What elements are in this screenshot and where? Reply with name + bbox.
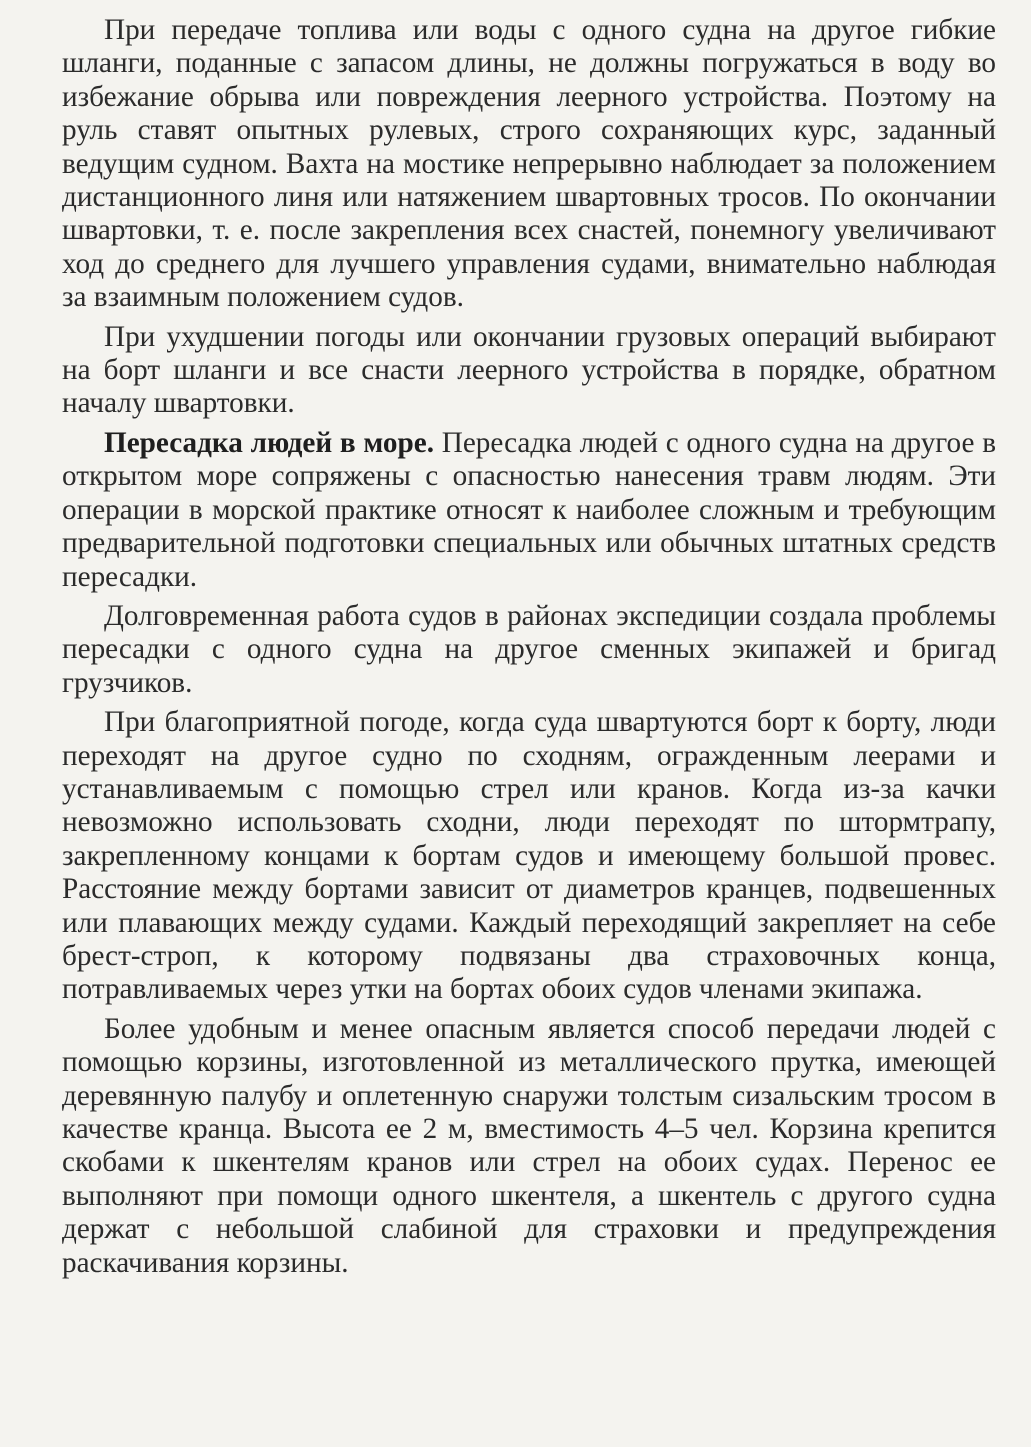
paragraph-text: При ухудшении погоды или окончании грузовых операций выбирают на борт шланги и все снасти леерного устройства в порядке, обратном началу швартовки. xyxy=(62,320,996,420)
paragraph xyxy=(62,1013,996,1280)
paragraph xyxy=(62,14,996,315)
paragraph-text: Более удобным и менее опасным является способ передачи людей с помощью корзины, изготовленной из металлического прутка, имеющей деревянную палубу и оплетенную снаружи толстым сизальским тросом в качестве кранца. Высота ее 2 м, вместимость 4–5 чел. Корзина крепится скобами к шкентелям кранов или стрел на обоих судах. Перенос ее выполняют при помощи одного шкентеля, а шкентель с другого судна держат с небольшой слабиной для страховки и предупреждения раскачивания корзины. xyxy=(62,1012,996,1279)
paragraph-text: Долговременная работа судов в районах экспедиции создала проблемы пересадки с одного судна на другое сменных экипажей и бригад грузчиков. xyxy=(62,599,996,699)
paragraph xyxy=(62,321,996,421)
section-heading: Пересадка людей в море. xyxy=(104,426,434,459)
paragraph xyxy=(62,600,996,700)
paragraph-text: При благоприятной погоде, когда суда швартуются борт к борту, люди переходят на другое судно по сходням, огражденным леерами и устанавливаемым с помощью стрел или кранов. Когда из-за качки невозможно использовать сходни, люди переходят по штормтрапу, закрепленному концами к бортам судов и имеющему большой провес. Расстояние между бортами зависит от диаметров кранцев, подвешенных или плавающих между судами. Каждый переходящий закрепляет на себе брест-строп, к которому подвязаны два страховочных конца, потравливаемых через утки на бортах обоих судов членами экипажа. xyxy=(62,706,996,1006)
paragraph-text: При передаче топлива или воды с одного судна на другое гибкие шланги, поданные с запасом длины, не должны погружаться в воду во избежание обрыва или повреждения леерного устройства. Поэтому на руль ставят опытных рулевых, строго сохраняющих курс, заданный ведущим судном. Вахта на мостике непрерывно наблюдает за положением дистанционного линя или натяжением швартовных тросов. По окончании швартовки, т. е. после закрепления всех снастей, понемногу увеличивают ход до среднего для лучшего управления судами, внимательно наблюдая за взаимным положением судов. xyxy=(62,14,996,314)
document-page xyxy=(62,14,996,1283)
paragraph xyxy=(62,427,996,594)
paragraph xyxy=(62,706,996,1007)
paragraph-text: Пересадка людей с одного судна на другое в открытом море сопряжены с опасностью нанесения травм людям. Эти операции в морской практике относят к наиболее сложным и требующим предварительной подготовки специальных или обычных штатных средств пересадки. xyxy=(62,426,996,593)
